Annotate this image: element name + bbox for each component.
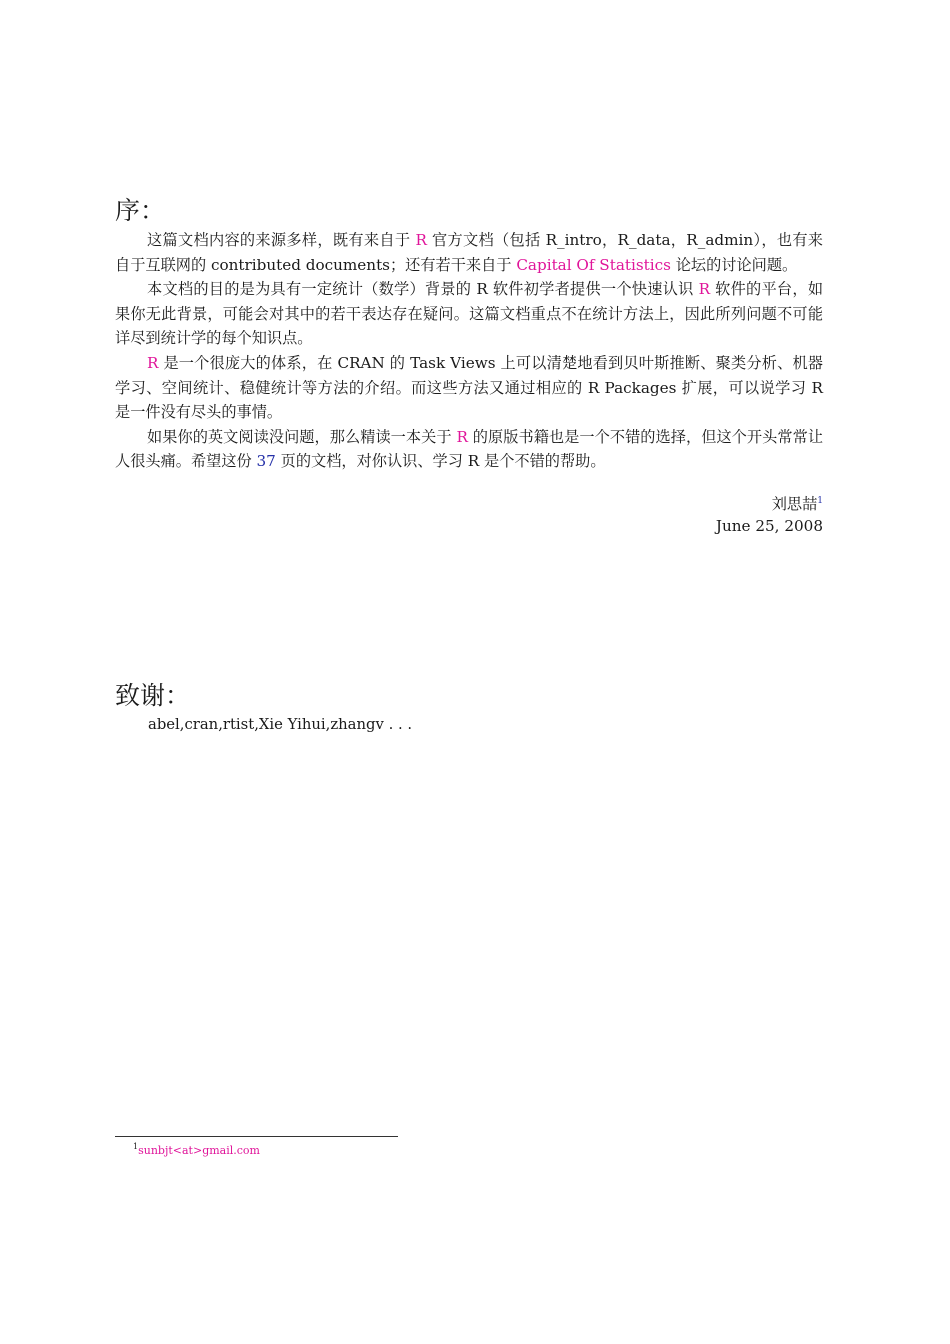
preface-body [115, 228, 823, 474]
text: 官方文档（包括 R_intro，R_data，R_admin），也有来自于互联网的 contributed documents；还有若干来自于 [115, 231, 823, 274]
acknowledgements-title: 致谢： [115, 681, 191, 710]
text: 如果你的英文阅读没问题，那么精读一本关于 [147, 427, 457, 446]
text: 页的文档，对你认识、学习 R 是个不错的帮助。 [275, 452, 606, 471]
acknowledgements-text: abel,cran,rtist,Xie Yihui,zhangv . . . [148, 716, 413, 733]
text: 的原版书籍也是一个不错的选择，但这个开头常常让人很头痛。希望这份 [115, 427, 824, 471]
footnote-mark-link[interactable]: 1 [817, 496, 823, 506]
signature-date: June 25, 2008 [715, 517, 823, 535]
page-count-link[interactable]: 37 [256, 452, 276, 471]
footnote-number: 1 [133, 1142, 139, 1151]
cos-forum-link[interactable]: Capital Of Statistics [516, 255, 671, 274]
email-link[interactable]: sunbjt<at>gmail.com [138, 1144, 260, 1157]
text: 软件的平台，如果你无此背景，可能会对其中的若干表达存在疑问。这篇文档重点不在统计方法上，因此所列问题不可能详尽到统计学的每个知识点。 [115, 280, 824, 348]
preface-paragraph-3 [115, 351, 823, 425]
text: 这篇文档内容的来源多样，既有来自于 [147, 231, 416, 249]
footnote [133, 1139, 260, 1159]
r-link[interactable]: R [698, 280, 711, 299]
preface-paragraph-4 [115, 425, 823, 474]
author-signature [772, 491, 823, 514]
preface-paragraph-2 [115, 277, 823, 351]
text: 论坛的讨论问题。 [670, 255, 798, 274]
author-name: 刘思喆 [771, 495, 818, 513]
r-link[interactable]: R [456, 427, 468, 446]
r-link[interactable]: R [415, 231, 427, 249]
preface-title: 序： [115, 196, 166, 225]
footnote-divider [115, 1136, 398, 1137]
text: 是一个很庞大的体系，在 CRAN 的 Task Views 上可以清楚地看到贝叶斯推断、聚类分析、机器学习、空间统计、稳健统计等方法的介绍。而这些方法又通过相应的 R Packages 扩展，可以说学习 R 是一件没有尽头的事情。 [115, 353, 823, 422]
text: 本文档的目的是为具有一定统计（数学）背景的 R 软件初学者提供一个快速认识 [147, 280, 699, 299]
r-link[interactable]: R [147, 353, 159, 372]
preface-paragraph-1 [115, 228, 823, 277]
